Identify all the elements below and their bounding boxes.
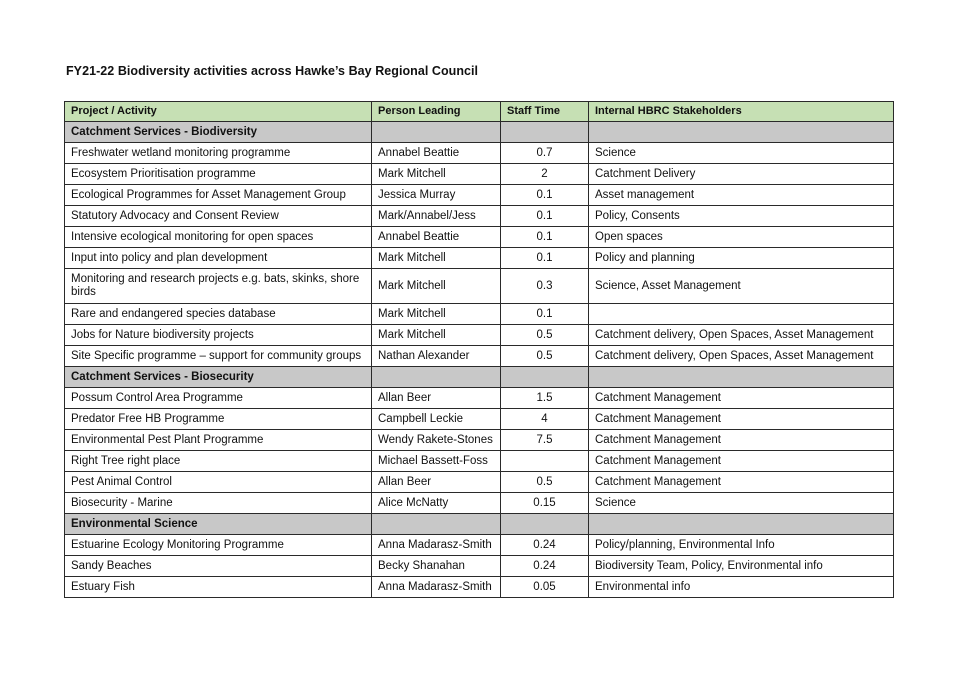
activity-cell: Environmental Pest Plant Programme <box>65 430 372 451</box>
person-cell: Annabel Beattie <box>372 143 501 164</box>
biodiversity-activities-table <box>64 101 894 598</box>
staff-time-cell: 0.05 <box>501 577 589 598</box>
stakeholders-cell: Biodiversity Team, Policy, Environmental info <box>589 556 894 577</box>
activity-cell: Right Tree right place <box>65 451 372 472</box>
activity-cell: Biosecurity - Marine <box>65 493 372 514</box>
document-title: FY21-22 Biodiversity activities across Hawke’s Bay Regional Council <box>66 64 479 78</box>
stakeholders-cell: Catchment Management <box>589 472 894 493</box>
section-empty-cell <box>372 514 501 535</box>
activity-cell: Statutory Advocacy and Consent Review <box>65 206 372 227</box>
table-row <box>65 325 894 346</box>
table-row <box>65 346 894 367</box>
staff-time-cell: 1.5 <box>501 388 589 409</box>
table-row <box>65 164 894 185</box>
person-cell: Michael Bassett-Foss <box>372 451 501 472</box>
table-row <box>65 577 894 598</box>
activity-cell: Possum Control Area Programme <box>65 388 372 409</box>
table-row <box>65 304 894 325</box>
section-empty-cell <box>501 514 589 535</box>
staff-time-cell: 0.5 <box>501 346 589 367</box>
section-empty-cell <box>589 367 894 388</box>
stakeholders-cell: Catchment Management <box>589 409 894 430</box>
staff-time-cell: 0.1 <box>501 206 589 227</box>
activity-cell: Estuarine Ecology Monitoring Programme <box>65 535 372 556</box>
stakeholders-cell: Catchment Delivery <box>589 164 894 185</box>
staff-time-cell: 0.7 <box>501 143 589 164</box>
person-cell: Becky Shanahan <box>372 556 501 577</box>
activity-cell: Rare and endangered species database <box>65 304 372 325</box>
table-body <box>65 122 894 598</box>
stakeholders-cell: Environmental info <box>589 577 894 598</box>
person-cell: Nathan Alexander <box>372 346 501 367</box>
header-project-activity: Project / Activity <box>65 102 372 122</box>
activity-cell: Ecosystem Prioritisation programme <box>65 164 372 185</box>
person-cell: Allan Beer <box>372 472 501 493</box>
table-row <box>65 556 894 577</box>
activity-cell: Estuary Fish <box>65 577 372 598</box>
staff-time-cell: 7.5 <box>501 430 589 451</box>
section-row <box>65 514 894 535</box>
activity-cell: Jobs for Nature biodiversity projects <box>65 325 372 346</box>
staff-time-cell: 0.3 <box>501 269 589 304</box>
table-row <box>65 430 894 451</box>
person-cell: Allan Beer <box>372 388 501 409</box>
person-cell: Anna Madarasz-Smith <box>372 535 501 556</box>
stakeholders-cell: Catchment Management <box>589 451 894 472</box>
activity-cell: Input into policy and plan development <box>65 248 372 269</box>
stakeholders-cell: Science <box>589 493 894 514</box>
person-cell: Campbell Leckie <box>372 409 501 430</box>
stakeholders-cell: Catchment delivery, Open Spaces, Asset Management <box>589 346 894 367</box>
stakeholders-cell: Policy and planning <box>589 248 894 269</box>
table-row <box>65 185 894 206</box>
activity-cell: Site Specific programme – support for community groups <box>65 346 372 367</box>
stakeholders-cell: Policy, Consents <box>589 206 894 227</box>
activity-cell: Pest Animal Control <box>65 472 372 493</box>
person-cell: Mark Mitchell <box>372 304 501 325</box>
staff-time-cell: 0.1 <box>501 227 589 248</box>
section-empty-cell <box>589 514 894 535</box>
stakeholders-cell: Catchment delivery, Open Spaces, Asset Management <box>589 325 894 346</box>
person-cell: Jessica Murray <box>372 185 501 206</box>
stakeholders-cell: Science <box>589 143 894 164</box>
section-empty-cell <box>372 122 501 143</box>
person-cell: Mark Mitchell <box>372 269 501 304</box>
section-title: Catchment Services - Biosecurity <box>65 367 372 388</box>
staff-time-cell: 0.1 <box>501 185 589 206</box>
staff-time-cell: 0.5 <box>501 472 589 493</box>
table-row <box>65 143 894 164</box>
section-title: Catchment Services - Biodiversity <box>65 122 372 143</box>
table-row <box>65 451 894 472</box>
person-cell: Alice McNatty <box>372 493 501 514</box>
table-row <box>65 535 894 556</box>
activity-cell: Predator Free HB Programme <box>65 409 372 430</box>
stakeholders-cell: Science, Asset Management <box>589 269 894 304</box>
header-person-leading: Person Leading <box>372 102 501 122</box>
staff-time-cell: 2 <box>501 164 589 185</box>
section-title: Environmental Science <box>65 514 372 535</box>
activity-cell: Ecological Programmes for Asset Management Group <box>65 185 372 206</box>
activity-cell: Intensive ecological monitoring for open spaces <box>65 227 372 248</box>
person-cell: Mark Mitchell <box>372 325 501 346</box>
table-row <box>65 493 894 514</box>
section-empty-cell <box>501 122 589 143</box>
staff-time-cell: 0.5 <box>501 325 589 346</box>
person-cell: Anna Madarasz-Smith <box>372 577 501 598</box>
person-cell: Mark Mitchell <box>372 248 501 269</box>
activity-cell: Freshwater wetland monitoring programme <box>65 143 372 164</box>
section-empty-cell <box>372 367 501 388</box>
table-row <box>65 409 894 430</box>
activity-cell: Monitoring and research projects e.g. bats, skinks, shore birds <box>65 269 372 304</box>
header-row <box>65 102 894 122</box>
table-row <box>65 472 894 493</box>
person-cell: Wendy Rakete-Stones <box>372 430 501 451</box>
staff-time-cell: 4 <box>501 409 589 430</box>
stakeholders-cell: Catchment Management <box>589 430 894 451</box>
stakeholders-cell <box>589 304 894 325</box>
person-cell: Mark Mitchell <box>372 164 501 185</box>
staff-time-cell: 0.24 <box>501 556 589 577</box>
table-row <box>65 269 894 304</box>
staff-time-cell: 0.24 <box>501 535 589 556</box>
header-stakeholders: Internal HBRC Stakeholders <box>589 102 894 122</box>
staff-time-cell: 0.1 <box>501 304 589 325</box>
stakeholders-cell: Policy/planning, Environmental Info <box>589 535 894 556</box>
section-empty-cell <box>589 122 894 143</box>
header-staff-time: Staff Time <box>501 102 589 122</box>
stakeholders-cell: Open spaces <box>589 227 894 248</box>
staff-time-cell: 0.15 <box>501 493 589 514</box>
section-row <box>65 367 894 388</box>
stakeholders-cell: Catchment Management <box>589 388 894 409</box>
table-row <box>65 227 894 248</box>
person-cell: Annabel Beattie <box>372 227 501 248</box>
stakeholders-cell: Asset management <box>589 185 894 206</box>
staff-time-cell: 0.1 <box>501 248 589 269</box>
staff-time-cell <box>501 451 589 472</box>
section-row <box>65 122 894 143</box>
activity-cell: Sandy Beaches <box>65 556 372 577</box>
table-row <box>65 388 894 409</box>
table-row <box>65 206 894 227</box>
section-empty-cell <box>501 367 589 388</box>
table-row <box>65 248 894 269</box>
person-cell: Mark/Annabel/Jess <box>372 206 501 227</box>
